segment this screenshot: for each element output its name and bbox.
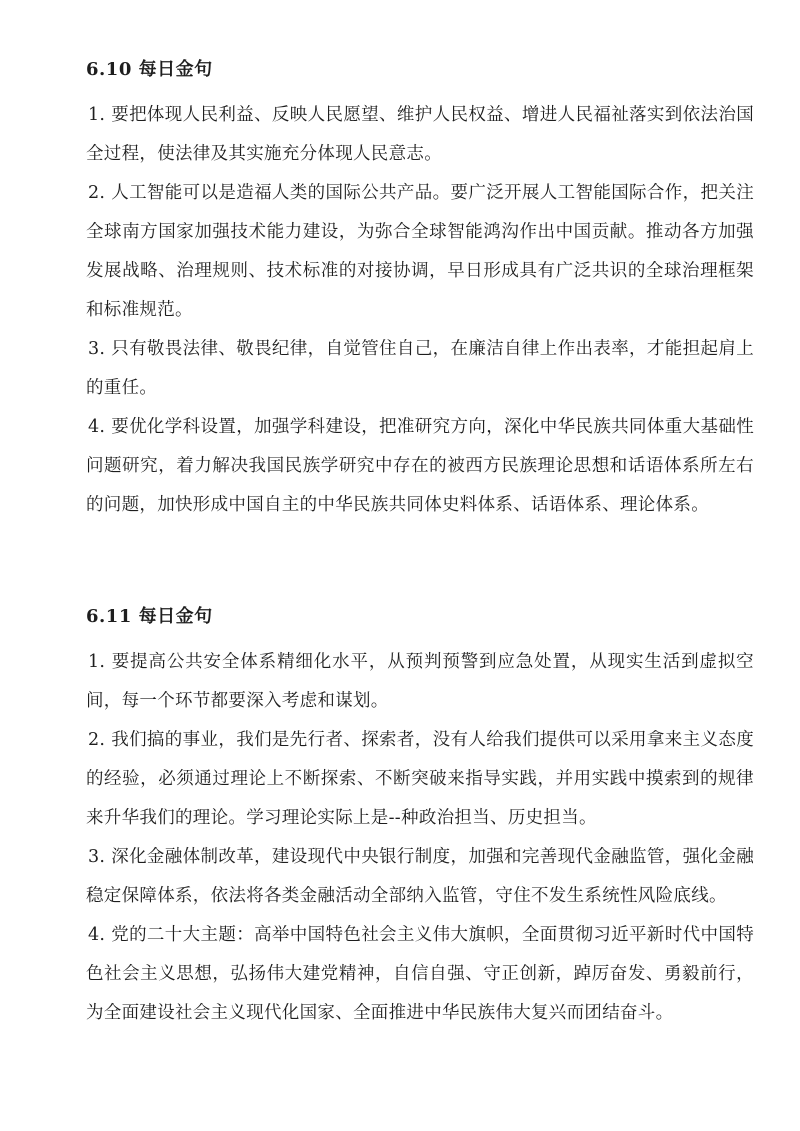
quote-item: 1. 要提高公共安全体系精细化水平，从预判预警到应急处置，从现实生活到虚拟空间，每一个环节都要深入考虑和谋划。 (86, 652, 754, 711)
quote-item: 2. 我们搞的事业，我们是先行者、探索者，没有人给我们提供可以采用拿来主义态度的经验，必须通过理论上不断探索、不断突破来指导实践，并用实践中摸索到的规律来升华我们的理论。学习理论实际上是--种政治担当、历史担当。 (86, 730, 754, 828)
section-0611 (86, 603, 754, 1033)
quote-item: 3. 深化金融体制改革，建设现代中央银行制度，加强和完善现代金融监管，强化金融稳定保障体系，依法将各类金融活动全部纳入监管，守住不发生系统性风险底线。 (86, 847, 754, 906)
quote-item: 1. 要把体现人民利益、反映人民愿望、维护人民权益、增进人民福祉落实到依法治国全过程，使法律及其实施充分体现人民意志。 (86, 105, 754, 164)
quote-item: 2. 人工智能可以是造福人类的国际公共产品。要广泛开展人工智能国际合作，把关注全球南方国家加强技术能力建设，为弥合全球智能鸿沟作出中国贡献。推动各方加强发展战略、治理规则、技术标准的对接协调，早日形成具有广泛共识的全球治理框架和标准规范。 (86, 183, 754, 320)
section-title: 6.11 每日金句 (86, 606, 213, 627)
section-title: 6.10 每日金句 (86, 59, 213, 80)
quote-item: 4. 党的二十大主题：高举中国特色社会主义伟大旗帜，全面贯彻习近平新时代中国特色社会主义思想，弘扬伟大建党精神，自信自强、守正创新，踔厉奋发、勇毅前行，为全面建设社会主义现代化国家、全面推进中华民族伟大复兴而团结奋斗。 (86, 925, 754, 1023)
quote-item: 3. 只有敬畏法律、敬畏纪律，自觉管住自己，在廉洁自律上作出表率，才能担起肩上的重任。 (86, 339, 754, 398)
section-0610 (86, 56, 754, 525)
quote-item: 4. 要优化学科设置，加强学科建设，把准研究方向，深化中华民族共同体重大基础性问题研究，着力解决我国民族学研究中存在的被西方民族理论思想和话语体系所左右的问题，加快形成中国自主的中华民族共同体史料体系、话语体系、理论体系。 (86, 417, 754, 515)
